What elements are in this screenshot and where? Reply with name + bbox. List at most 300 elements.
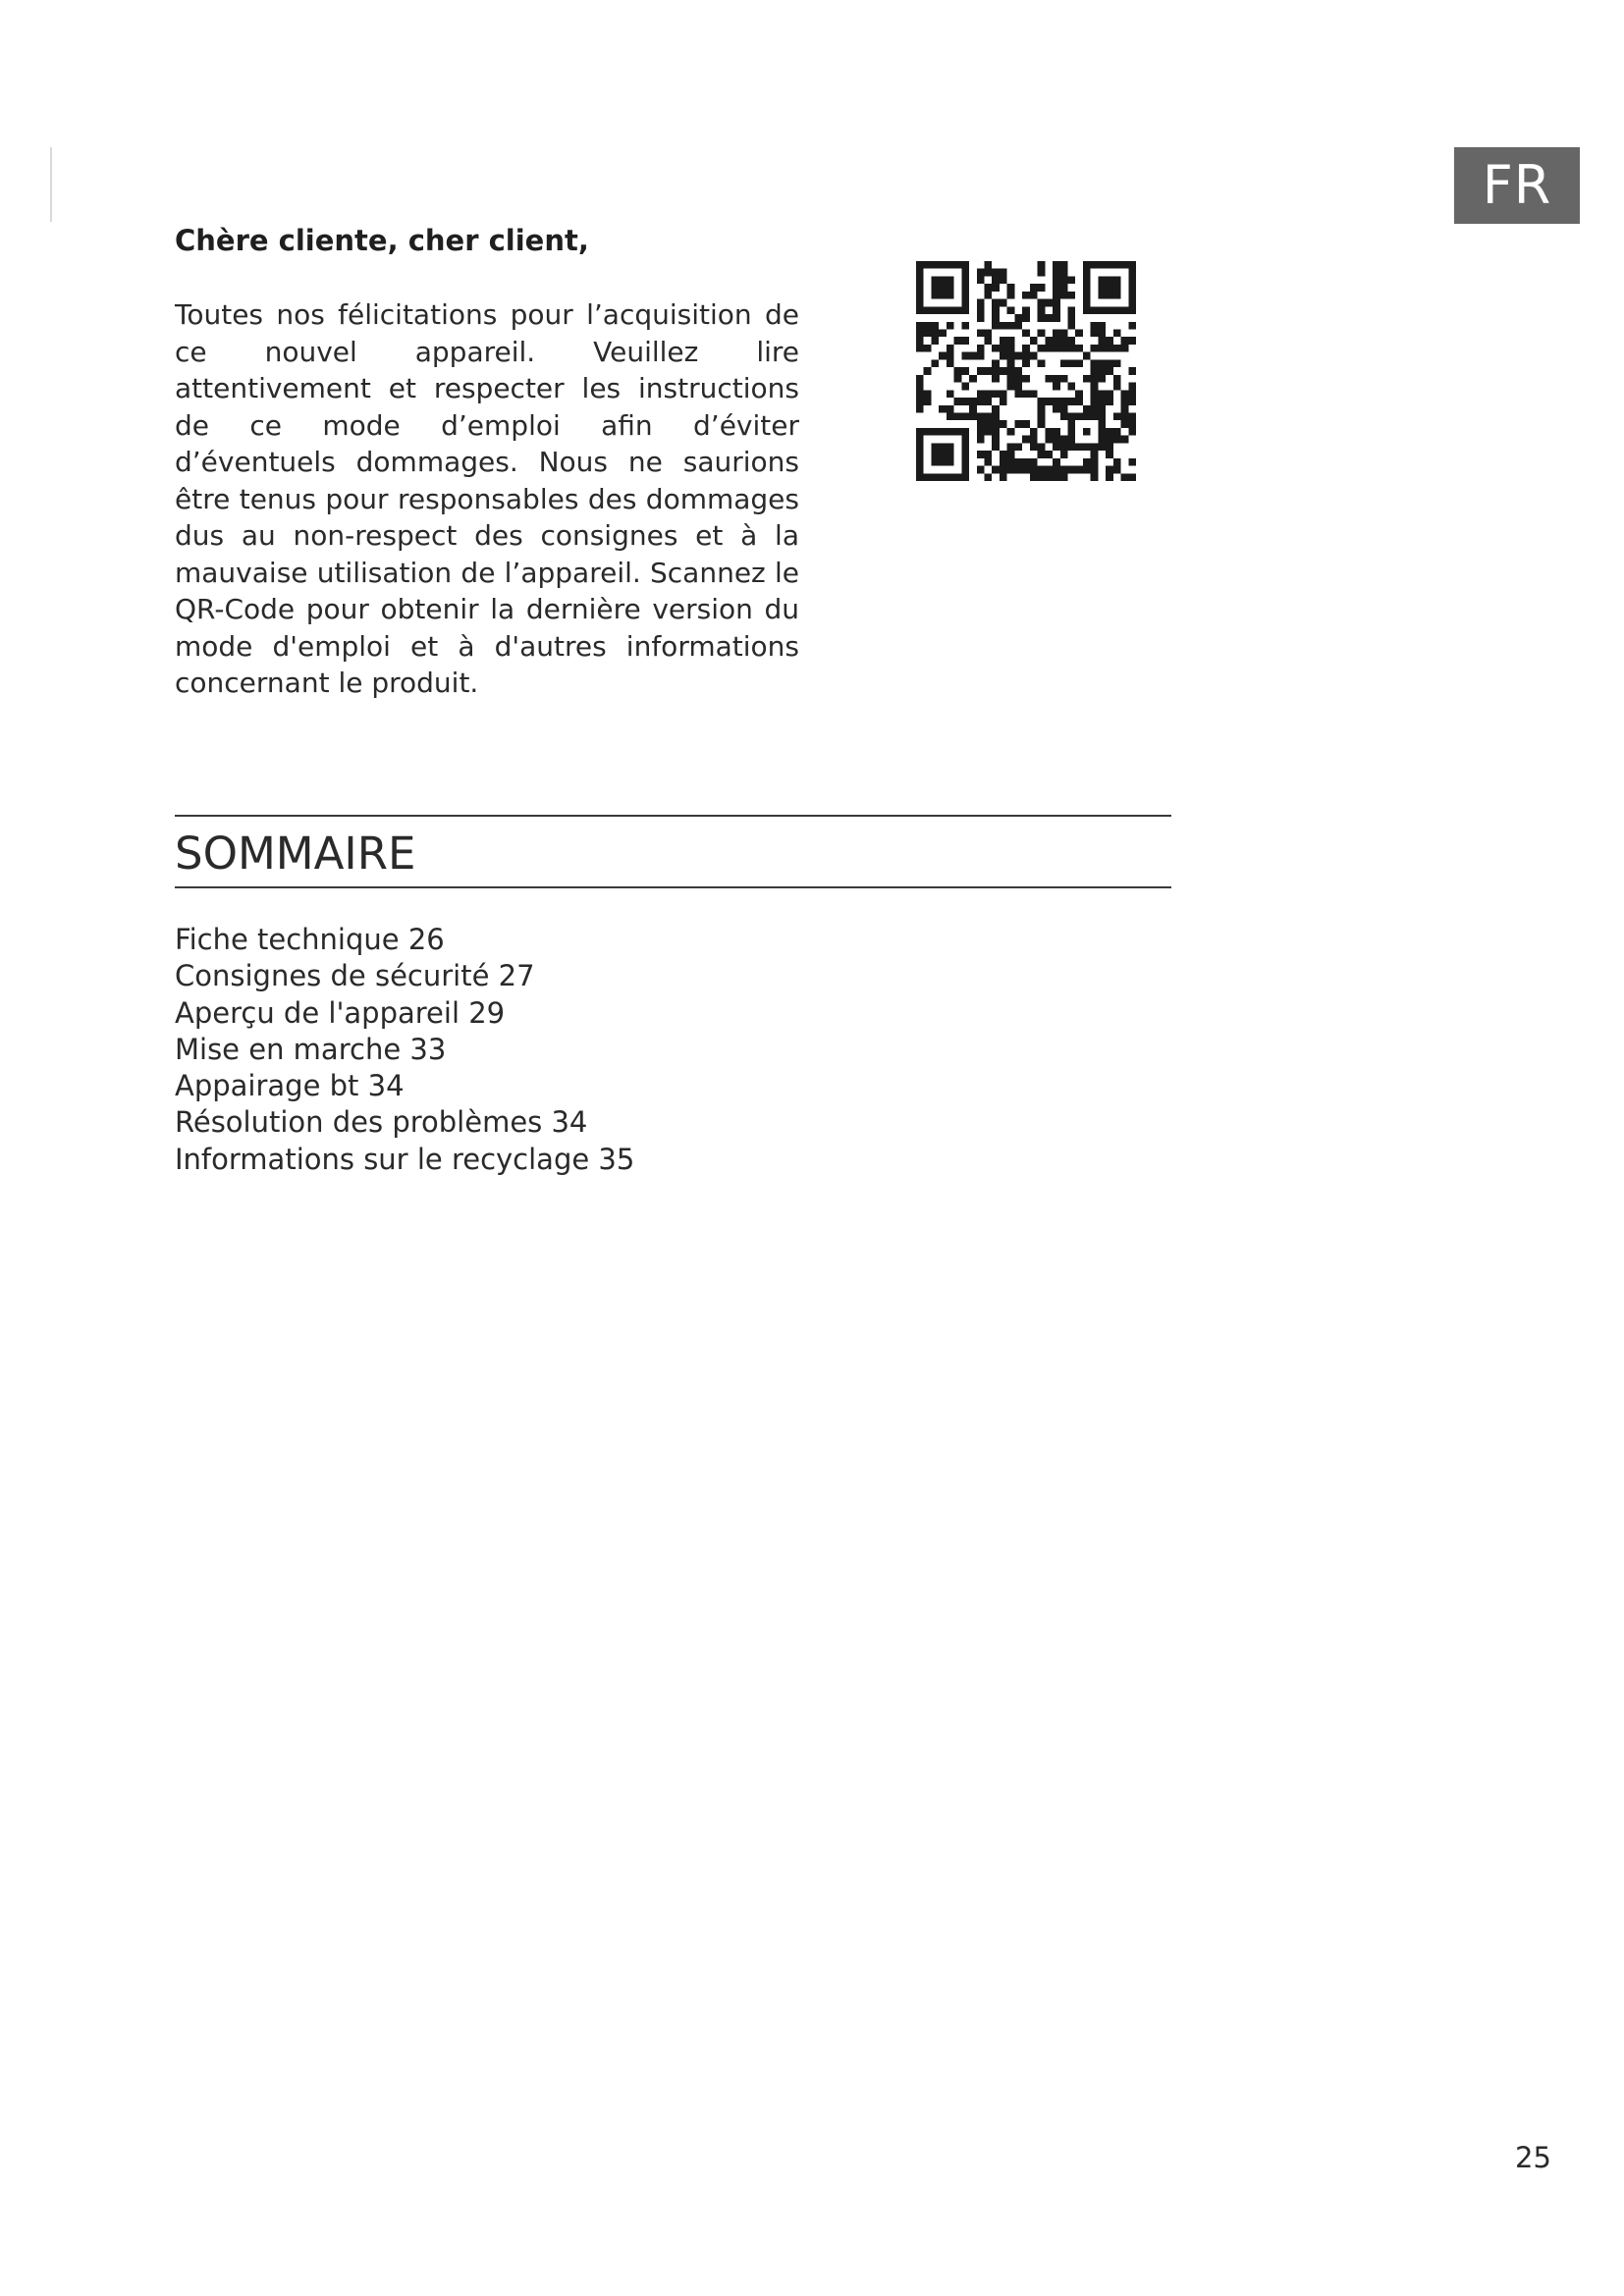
qr-module: [1083, 352, 1091, 360]
qr-module: [992, 284, 1000, 292]
qr-module: [1091, 390, 1099, 398]
qr-module: [1067, 436, 1075, 444]
qr-module: [1091, 405, 1099, 413]
qr-module: [931, 276, 939, 284]
qr-module: [1000, 420, 1007, 428]
qr-module: [1022, 466, 1030, 474]
qr-module: [1022, 330, 1030, 338]
qr-module: [1060, 451, 1068, 458]
qr-module: [1113, 383, 1121, 391]
qr-module: [947, 306, 954, 314]
qr-module: [977, 314, 985, 322]
qr-module: [1091, 473, 1099, 481]
qr-module: [1083, 428, 1091, 436]
qr-module: [1091, 412, 1099, 420]
qr-module: [1045, 337, 1053, 345]
qr-module: [1053, 269, 1060, 277]
qr-module: [1083, 375, 1091, 383]
qr-module: [992, 345, 1000, 352]
qr-module: [1083, 276, 1091, 284]
qr-module: [916, 451, 924, 458]
qr-module: [1106, 436, 1113, 444]
qr-module: [1014, 314, 1022, 322]
qr-module: [1060, 284, 1068, 292]
toc-item: Consignes de sécurité 27: [175, 959, 535, 993]
qr-module: [1113, 359, 1121, 367]
qr-module: [1045, 398, 1053, 405]
qr-module: [1075, 359, 1083, 367]
qr-module: [939, 443, 947, 451]
qr-module: [985, 337, 993, 345]
qr-module: [1000, 322, 1007, 330]
qr-module: [1098, 412, 1106, 420]
qr-module: [1007, 367, 1015, 375]
qr-module: [916, 473, 924, 481]
qr-module: [1128, 284, 1136, 292]
qr-module: [931, 458, 939, 466]
qr-module: [1083, 306, 1091, 314]
qr-module: [1038, 398, 1046, 405]
qr-module: [961, 473, 969, 481]
qr-module: [1106, 473, 1113, 481]
qr-module: [931, 359, 939, 367]
qr-module: [992, 299, 1000, 307]
qr-module: [992, 322, 1000, 330]
qr-module: [961, 306, 969, 314]
qr-module: [947, 359, 954, 367]
qr-module: [916, 276, 924, 284]
qr-module: [1067, 306, 1075, 314]
qr-module: [931, 451, 939, 458]
qr-module: [1128, 367, 1136, 375]
qr-module: [1075, 466, 1083, 474]
qr-module: [939, 458, 947, 466]
qr-module: [985, 292, 993, 299]
qr-module: [947, 322, 954, 330]
qr-module: [1038, 443, 1046, 451]
qr-module: [1030, 473, 1038, 481]
qr-module: [1007, 443, 1015, 451]
qr-module: [961, 261, 969, 269]
toc-item: Résolution des problèmes 34: [175, 1105, 588, 1140]
qr-module: [1098, 337, 1106, 345]
qr-module: [1053, 375, 1060, 383]
qr-module: [1091, 261, 1099, 269]
qr-module: [977, 352, 985, 360]
qr-module: [1038, 345, 1046, 352]
qr-module: [1091, 458, 1099, 466]
qr-module: [1053, 466, 1060, 474]
qr-module: [939, 473, 947, 481]
qr-module: [1106, 390, 1113, 398]
qr-module: [1038, 314, 1046, 322]
qr-module: [916, 428, 924, 436]
qr-module: [1106, 345, 1113, 352]
qr-module: [924, 398, 932, 405]
qr-module: [969, 412, 977, 420]
qr-module: [954, 412, 962, 420]
qr-module: [1038, 269, 1046, 277]
qr-module: [985, 428, 993, 436]
qr-module: [1121, 306, 1129, 314]
qr-module: [977, 269, 985, 277]
toc-item: Mise en marche 33: [175, 1032, 447, 1066]
qr-module: [1060, 269, 1068, 277]
qr-module: [1128, 458, 1136, 466]
qr-module: [1067, 314, 1075, 322]
qr-module: [961, 337, 969, 345]
qr-module: [1038, 466, 1046, 474]
qr-module: [1113, 292, 1121, 299]
qr-module: [1014, 458, 1022, 466]
qr-module: [1022, 375, 1030, 383]
qr-module: [1022, 314, 1030, 322]
qr-module: [954, 367, 962, 375]
qr-module: [1060, 345, 1068, 352]
qr-module: [1128, 261, 1136, 269]
qr-module: [1091, 451, 1099, 458]
qr-module: [1045, 375, 1053, 383]
qr-module: [1038, 420, 1046, 428]
qr-module: [1067, 292, 1075, 299]
qr-module: [985, 367, 993, 375]
qr-module: [1075, 412, 1083, 420]
qr-module: [1030, 466, 1038, 474]
qr-module: [961, 436, 969, 444]
qr-module: [931, 443, 939, 451]
qr-module: [969, 405, 977, 413]
qr-module: [1083, 269, 1091, 277]
qr-module: [1098, 322, 1106, 330]
qr-module: [1053, 306, 1060, 314]
qr-module: [924, 428, 932, 436]
qr-module: [1098, 345, 1106, 352]
qr-module: [947, 428, 954, 436]
qr-module: [1007, 458, 1015, 466]
qr-module: [961, 383, 969, 391]
qr-module: [1121, 345, 1129, 352]
qr-module: [977, 420, 985, 428]
qr-module: [1098, 375, 1106, 383]
qr-module: [1128, 299, 1136, 307]
qr-module: [1053, 345, 1060, 352]
qr-module: [1000, 269, 1007, 277]
qr-module: [1060, 375, 1068, 383]
qr-module: [924, 390, 932, 398]
qr-module: [1014, 322, 1022, 330]
qr-module: [1060, 398, 1068, 405]
qr-module: [1083, 284, 1091, 292]
qr-module: [1007, 383, 1015, 391]
qr-module: [969, 398, 977, 405]
qr-module: [992, 420, 1000, 428]
qr-module: [1106, 443, 1113, 451]
qr-module: [985, 398, 993, 405]
qr-module: [1060, 330, 1068, 338]
qr-module: [916, 330, 924, 338]
qr-module: [1091, 322, 1099, 330]
qr-module: [931, 337, 939, 345]
qr-module: [1106, 276, 1113, 284]
qr-module: [1106, 284, 1113, 292]
qr-module: [977, 436, 985, 444]
qr-module: [1113, 458, 1121, 466]
qr-module: [931, 284, 939, 292]
qr-module: [1121, 473, 1129, 481]
qr-module: [992, 367, 1000, 375]
qr-module: [977, 306, 985, 314]
qr-module: [916, 306, 924, 314]
qr-module: [939, 330, 947, 338]
qr-module: [1038, 359, 1046, 367]
qr-module: [1113, 412, 1121, 420]
qr-module: [1000, 458, 1007, 466]
qr-module: [1113, 345, 1121, 352]
qr-module: [1067, 337, 1075, 345]
qr-module: [1121, 436, 1129, 444]
qr-module: [1022, 345, 1030, 352]
qr-module: [1083, 261, 1091, 269]
qr-module: [1121, 390, 1129, 398]
qr-module: [947, 473, 954, 481]
qr-module: [1067, 443, 1075, 451]
qr-module: [1106, 428, 1113, 436]
qr-module: [992, 269, 1000, 277]
qr-module: [961, 466, 969, 474]
qr-module: [985, 451, 993, 458]
qr-module: [961, 322, 969, 330]
qr-module: [1053, 405, 1060, 413]
qr-module: [924, 330, 932, 338]
qr-module: [1030, 390, 1038, 398]
qr-module: [1075, 398, 1083, 405]
qr-module: [1128, 269, 1136, 277]
qr-module: [1000, 345, 1007, 352]
qr-module: [954, 398, 962, 405]
qr-module: [1045, 436, 1053, 444]
qr-module: [985, 458, 993, 466]
qr-module: [1038, 299, 1046, 307]
qr-module: [1067, 359, 1075, 367]
toc-item: Aperçu de l'appareil 29: [175, 995, 506, 1030]
qr-module: [1000, 473, 1007, 481]
qr-module: [1075, 443, 1083, 451]
qr-module: [1098, 443, 1106, 451]
qr-module: [1083, 466, 1091, 474]
qr-module: [1091, 443, 1099, 451]
qr-module: [1014, 466, 1022, 474]
qr-module: [985, 269, 993, 277]
qr-module: [1098, 367, 1106, 375]
qr-module: [1113, 428, 1121, 436]
qr-module: [954, 428, 962, 436]
qr-module: [1098, 261, 1106, 269]
qr-module: [1007, 306, 1015, 314]
qr-module: [1098, 398, 1106, 405]
qr-module: [1067, 398, 1075, 405]
qr-module: [1083, 292, 1091, 299]
qr-module: [1045, 428, 1053, 436]
qr-module: [1022, 390, 1030, 398]
qr-module: [947, 276, 954, 284]
qr-module: [947, 261, 954, 269]
qr-module: [1106, 261, 1113, 269]
qr-module: [1022, 436, 1030, 444]
qr-module: [1128, 420, 1136, 428]
qr-module: [1053, 337, 1060, 345]
qr-module: [1014, 390, 1022, 398]
qr-module: [1022, 420, 1030, 428]
qr-module: [916, 299, 924, 307]
qr-module: [916, 337, 924, 345]
qr-module: [961, 352, 969, 360]
qr-module: [992, 428, 1000, 436]
qr-module: [1060, 359, 1068, 367]
qr-module: [992, 314, 1000, 322]
qr-module: [1121, 420, 1129, 428]
qr-module: [1053, 458, 1060, 466]
qr-module: [954, 337, 962, 345]
qr-module: [1091, 398, 1099, 405]
qr-module: [916, 443, 924, 451]
qr-module: [1053, 436, 1060, 444]
qr-module: [1045, 314, 1053, 322]
qr-module: [1106, 466, 1113, 474]
qr-module: [1000, 299, 1007, 307]
qr-module: [1022, 458, 1030, 466]
qr-module: [1098, 436, 1106, 444]
qr-module: [1000, 398, 1007, 405]
qr-module: [1045, 473, 1053, 481]
qr-module: [992, 359, 1000, 367]
qr-module: [1067, 345, 1075, 352]
qr-module: [1113, 436, 1121, 444]
qr-module: [916, 458, 924, 466]
qr-module: [992, 276, 1000, 284]
toc-item: Informations sur le recyclage 35: [175, 1142, 635, 1176]
qr-module: [924, 306, 932, 314]
qr-module: [1106, 306, 1113, 314]
qr-module: [939, 451, 947, 458]
qr-module: [961, 284, 969, 292]
qr-module: [977, 428, 985, 436]
qr-module: [1000, 466, 1007, 474]
qr-module: [1060, 261, 1068, 269]
qr-module: [1091, 306, 1099, 314]
qr-module: [954, 306, 962, 314]
qr-module: [992, 375, 1000, 383]
qr-module: [1067, 420, 1075, 428]
qr-module: [1038, 451, 1046, 458]
qr-module: [916, 261, 924, 269]
qr-module: [1106, 398, 1113, 405]
qr-module: [1098, 359, 1106, 367]
qr-module: [1067, 412, 1075, 420]
qr-module: [961, 458, 969, 466]
qr-module: [916, 390, 924, 398]
qr-module: [939, 284, 947, 292]
qr-module: [939, 352, 947, 360]
qr-module: [1030, 337, 1038, 345]
qr-module: [1106, 451, 1113, 458]
greeting-heading: Chère cliente, cher client,: [175, 224, 589, 257]
qr-module: [1053, 428, 1060, 436]
qr-module: [1098, 405, 1106, 413]
qr-module: [947, 458, 954, 466]
qr-module: [992, 466, 1000, 474]
qr-module: [1067, 276, 1075, 284]
qr-code: [916, 261, 1136, 481]
qr-module: [916, 466, 924, 474]
qr-module: [1007, 428, 1015, 436]
qr-module: [977, 367, 985, 375]
qr-module: [1053, 443, 1060, 451]
qr-module: [961, 276, 969, 284]
qr-module: [1053, 314, 1060, 322]
qr-module: [1000, 337, 1007, 345]
qr-module: [1113, 276, 1121, 284]
qr-module: [1014, 352, 1022, 360]
qr-module: [947, 390, 954, 398]
qr-module: [931, 330, 939, 338]
qr-module: [1038, 284, 1046, 292]
qr-module: [1128, 322, 1136, 330]
qr-module: [1098, 292, 1106, 299]
qr-module: [1128, 276, 1136, 284]
qr-module: [916, 269, 924, 277]
qr-module: [916, 405, 924, 413]
qr-module: [1045, 299, 1053, 307]
qr-module: [1030, 284, 1038, 292]
qr-module: [1091, 466, 1099, 474]
toc-item: Appairage bt 34: [175, 1069, 405, 1103]
qr-module: [1128, 412, 1136, 420]
qr-module: [985, 284, 993, 292]
qr-module: [924, 261, 932, 269]
qr-module: [961, 398, 969, 405]
qr-module: [1030, 436, 1038, 444]
qr-module: [1113, 466, 1121, 474]
qr-module: [947, 292, 954, 299]
qr-module: [916, 383, 924, 391]
qr-module: [1060, 276, 1068, 284]
qr-module: [961, 443, 969, 451]
qr-module: [916, 322, 924, 330]
qr-module: [1113, 261, 1121, 269]
qr-module: [1091, 330, 1099, 338]
qr-module: [1007, 359, 1015, 367]
qr-module: [1128, 306, 1136, 314]
qr-module: [1098, 428, 1106, 436]
qr-module: [1022, 359, 1030, 367]
qr-module: [1128, 383, 1136, 391]
qr-module: [1000, 390, 1007, 398]
qr-module: [1075, 345, 1083, 352]
qr-module: [1067, 428, 1075, 436]
qr-module: [947, 345, 954, 352]
qr-module: [1067, 383, 1075, 391]
qr-module: [947, 405, 954, 413]
qr-module: [1091, 383, 1099, 391]
qr-module: [1128, 292, 1136, 299]
qr-module: [1030, 292, 1038, 299]
qr-module: [1106, 337, 1113, 345]
qr-module: [961, 412, 969, 420]
qr-module: [947, 352, 954, 360]
qr-module: [1060, 292, 1068, 299]
qr-module: [1014, 383, 1022, 391]
toc-bottom-rule: [175, 886, 1171, 888]
